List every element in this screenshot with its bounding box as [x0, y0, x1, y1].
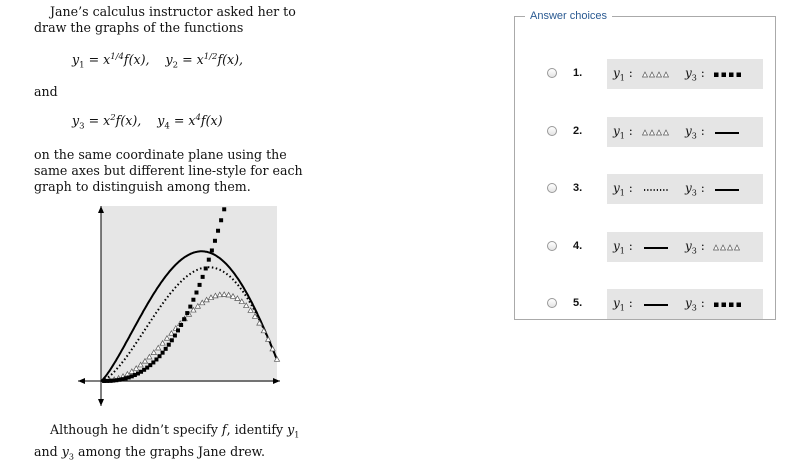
square-marker	[161, 351, 165, 355]
y1-label: $y_1$ :	[613, 238, 633, 255]
square-marker	[198, 283, 202, 287]
y3-label: $y_3$ :	[685, 296, 705, 313]
y-axis-arrow-down	[98, 399, 104, 406]
bottom-text-4: among the graphs Jane drew.	[77, 443, 265, 459]
y3-style	[713, 297, 743, 311]
square-marker	[182, 317, 186, 321]
y1-label: $y_1$ :	[613, 296, 633, 313]
square-marker	[213, 239, 217, 243]
radio-button[interactable]	[547, 183, 557, 193]
y3-label: $y_3$ :	[685, 238, 705, 255]
y1-symbol: y	[287, 422, 295, 437]
y1-style	[642, 67, 672, 81]
square-marker	[191, 298, 195, 302]
square-marker	[216, 229, 220, 233]
bottom-text-3: and	[34, 443, 58, 459]
square-marker	[170, 338, 174, 342]
answer-choices-legend: Answer choices	[530, 10, 608, 22]
square-marker	[204, 266, 208, 270]
x-axis-arrow-left	[78, 378, 85, 384]
y1-style	[642, 240, 672, 254]
square-marker	[173, 334, 177, 338]
bottom-text-2: , identify	[226, 422, 284, 437]
bottom-text-1: Although he didn’t specify	[50, 422, 218, 437]
answer-choices-group	[514, 10, 776, 320]
y3-style	[713, 182, 743, 196]
square-marker	[158, 354, 162, 358]
y3-label: $y_3$ :	[685, 123, 705, 140]
answer-choice-1[interactable]	[547, 59, 777, 89]
y1-style	[642, 182, 672, 196]
y1-label: $y_1$ :	[613, 181, 633, 198]
y3-symbol: y	[61, 443, 69, 459]
y1-style	[642, 297, 672, 311]
radio-button[interactable]	[547, 298, 557, 308]
and-text: and	[34, 84, 58, 99]
radio-button[interactable]	[547, 126, 557, 136]
square-marker	[167, 343, 171, 347]
y3-label: $y_3$ :	[685, 181, 705, 198]
square-marker	[201, 275, 205, 279]
y1-sub: 1	[294, 430, 300, 440]
radio-button[interactable]	[547, 241, 557, 251]
intro-text: Jane’s calculus instructor asked her to draw the graphs of the functions	[34, 4, 296, 35]
equation-y3-y4: $y_3 = x^2f(x)$, $y_4 = x^4f(x)$	[72, 113, 223, 132]
y3-label: $y_3$ :	[685, 66, 705, 83]
bottom-text	[34, 422, 324, 465]
choice-number: 2.	[573, 124, 583, 137]
choice-content[interactable]	[607, 59, 763, 89]
question-intro	[34, 4, 324, 36]
answer-choice-4[interactable]	[547, 232, 777, 262]
choice-number: 5.	[573, 297, 583, 309]
y1-style	[642, 125, 672, 139]
choice-number: 3.	[573, 182, 583, 194]
square-marker	[219, 218, 223, 222]
square-marker	[164, 347, 168, 351]
square-marker	[210, 248, 214, 252]
radio-button[interactable]	[547, 68, 557, 78]
choice-content[interactable]	[607, 174, 763, 204]
choice-content[interactable]	[607, 289, 763, 319]
answer-choice-2[interactable]	[547, 117, 777, 147]
equation-y1-y2: $y_1 = x^{1/4}f(x)$, $y_2 = x^{1/2}f(x)$,	[72, 52, 244, 71]
function-graph	[74, 200, 284, 410]
square-marker	[176, 328, 180, 332]
square-marker	[188, 305, 192, 309]
choice-number: 1.	[573, 67, 583, 79]
y3-style	[713, 125, 743, 139]
answer-choice-3[interactable]	[547, 174, 777, 204]
choice-number: 4.	[573, 239, 583, 252]
square-marker	[222, 207, 226, 211]
answer-choice-5[interactable]	[547, 289, 777, 319]
y3-sub: 3	[68, 452, 74, 462]
choice-content[interactable]	[607, 117, 763, 147]
y3-style	[713, 67, 743, 81]
y3-style	[713, 240, 743, 254]
choice-content[interactable]	[607, 232, 763, 262]
y1-label: $y_1$ :	[613, 123, 633, 140]
square-marker	[194, 291, 198, 295]
f-symbol: f	[221, 422, 227, 437]
square-marker	[179, 323, 183, 327]
mid-text: on the same coordinate plane using the same axes but different line-style for each graph to distinguish among them.	[34, 147, 303, 194]
square-marker	[185, 311, 189, 315]
y1-label: $y_1$ :	[613, 66, 633, 83]
square-marker	[207, 258, 211, 262]
